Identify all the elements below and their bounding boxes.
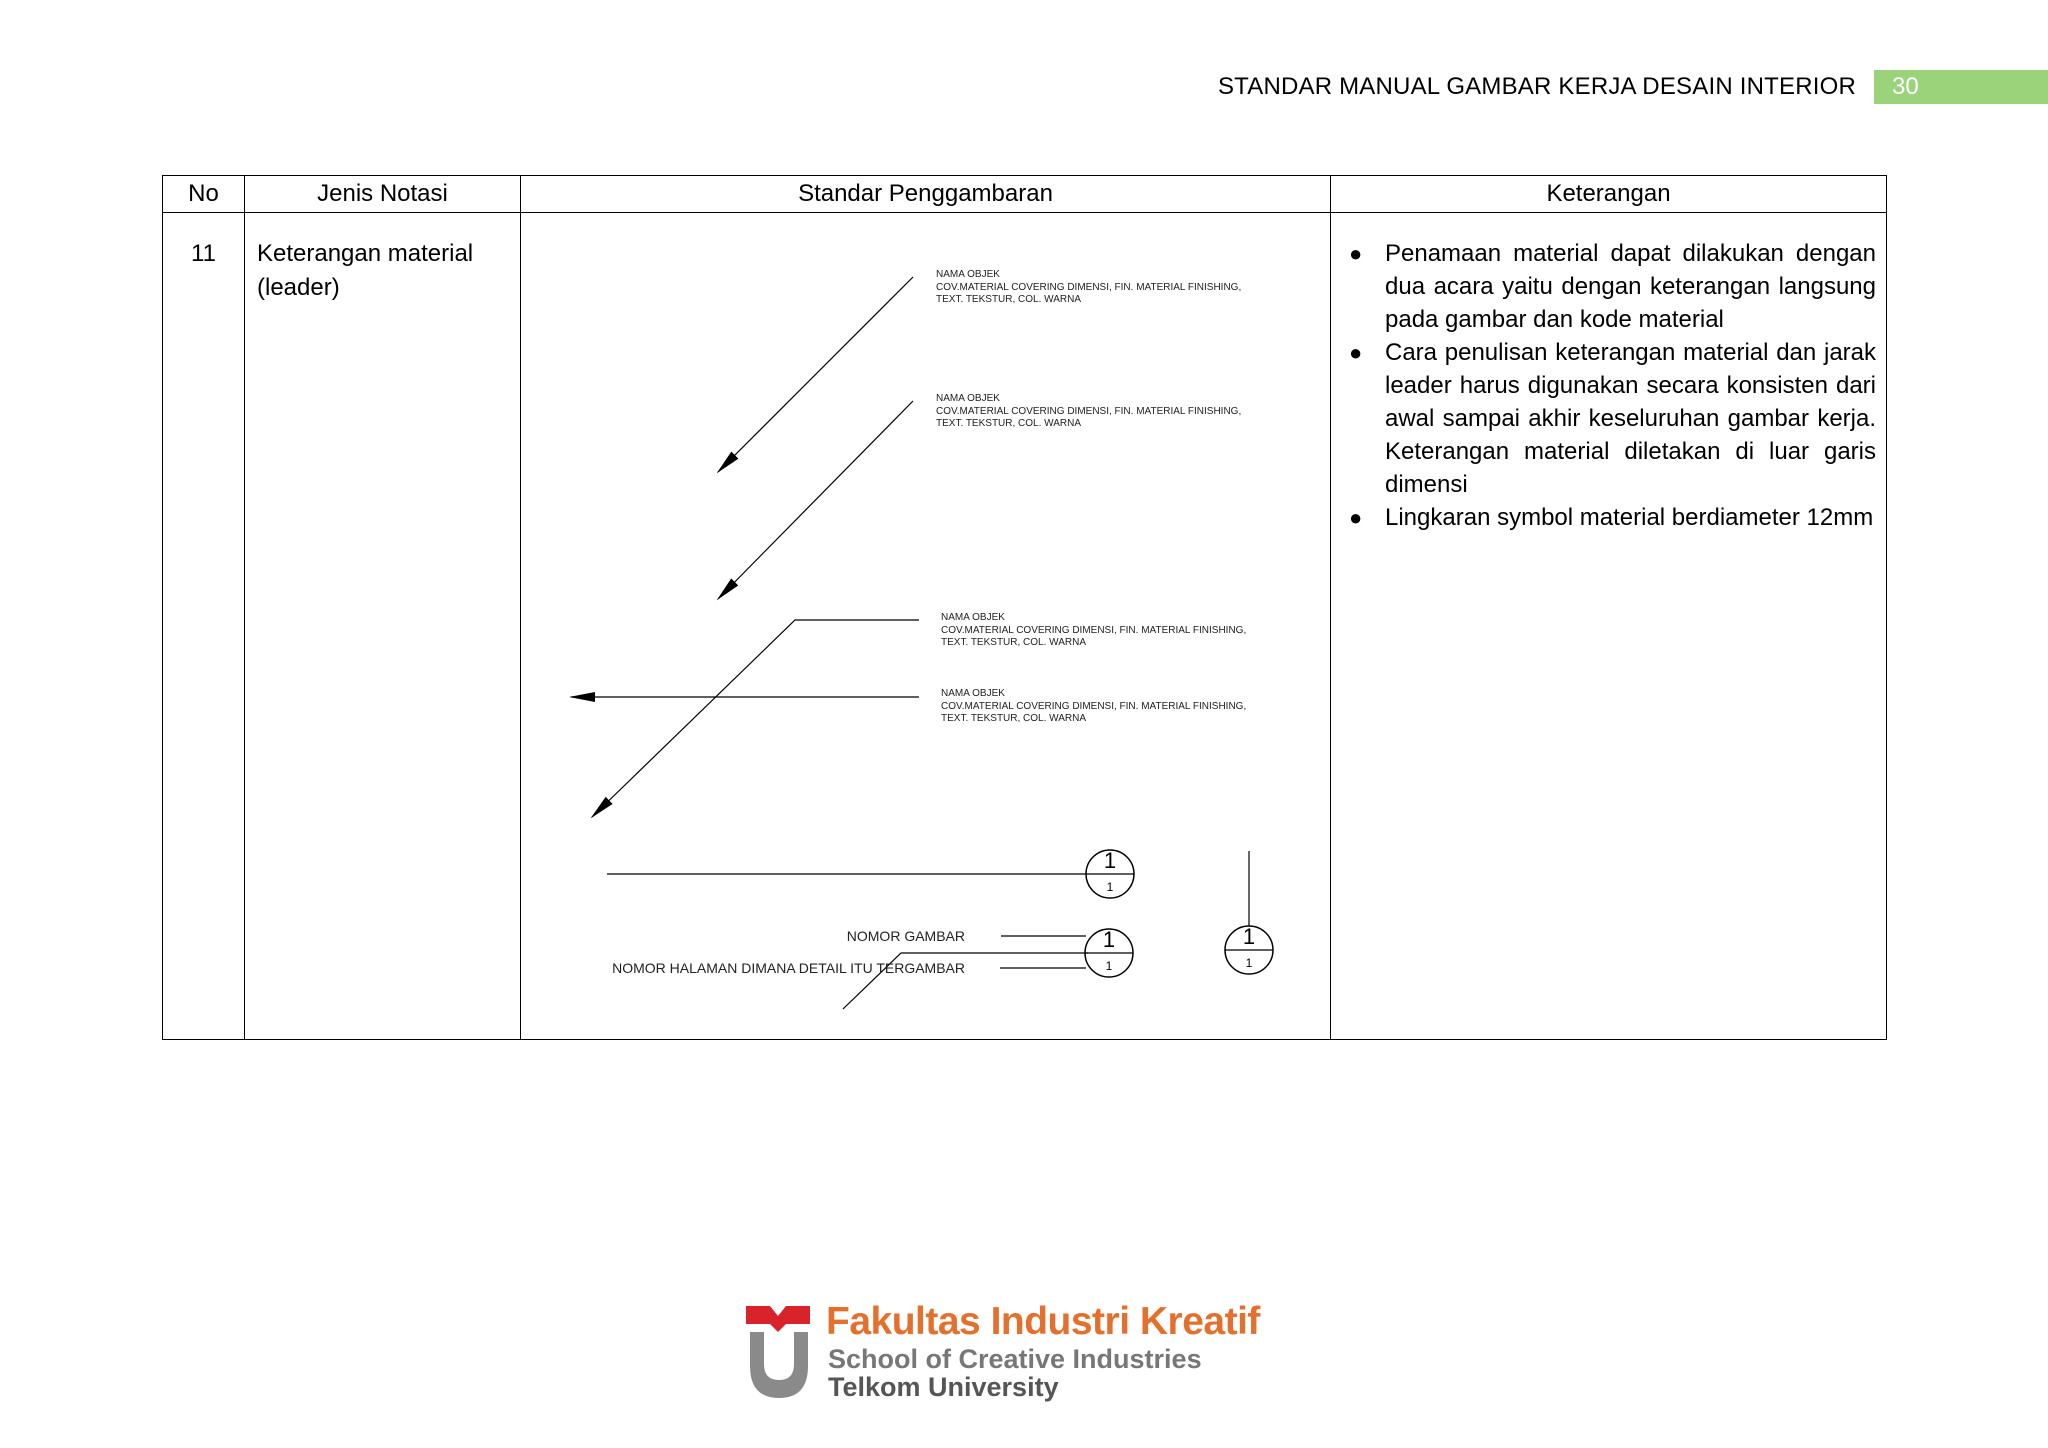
leader-notation-drawing <box>521 213 1331 1029</box>
symbol-3-top: 1 <box>1242 924 1256 949</box>
row-jenis-notasi: Keterangan material (leader) <box>245 213 521 1040</box>
label-4-line3: TEXT. TEKSTUR, COL. WARNA <box>941 713 1087 724</box>
faculty-logo <box>744 1302 1324 1402</box>
label-2-line1: NAMA OBJEK <box>936 393 1000 404</box>
leader-line-2 <box>718 401 913 599</box>
material-label-3 <box>941 612 1246 648</box>
label-4-line2: COV.MATERIAL COVERING DIMENSI, FIN. MATERIAL FINISHING, <box>941 701 1247 712</box>
header-standar-penggambaran: Standar Penggambaran <box>521 176 1331 213</box>
label-3-line3: TEXT. TEKSTUR, COL. WARNA <box>941 637 1087 648</box>
label-2-line3: TEXT. TEKSTUR, COL. WARNA <box>936 418 1082 429</box>
symbol-1-top: 1 <box>1103 848 1117 873</box>
material-label-1 <box>936 269 1241 305</box>
row-number: 11 <box>163 213 245 1040</box>
leader-line-1 <box>718 277 913 472</box>
faculty-name: Fakultas Industri Kreatif <box>826 1300 1260 1343</box>
leader-line-3 <box>592 620 919 817</box>
list-item <box>1341 501 1876 534</box>
label-1-line1: NAMA OBJEK <box>936 269 1000 280</box>
keterangan-item-2: Cara penulisan keterangan material dan jarak leader harus digunakan secara konsisten dari awal sampai akhir keseluruhan gambar kerja. Keterangan material diletakan di luar garis dimensi <box>1385 339 1876 498</box>
symbol-3-bottom: 1 <box>1245 956 1253 970</box>
symbol-2-bottom: 1 <box>1105 959 1113 973</box>
label-2-line2: COV.MATERIAL COVERING DIMENSI, FIN. MATERIAL FINISHING, <box>936 406 1242 417</box>
list-item <box>1341 237 1876 336</box>
symbol-1-bottom: 1 <box>1106 880 1114 894</box>
label-3-line2: COV.MATERIAL COVERING DIMENSI, FIN. MATERIAL FINISHING, <box>941 625 1247 636</box>
school-name: School of Creative Industries <box>828 1344 1202 1374</box>
keterangan-item-3: Lingkaran symbol material berdiameter 12mm <box>1385 504 1874 531</box>
material-symbol-1 <box>1086 848 1134 898</box>
document-title: STANDAR MANUAL GAMBAR KERJA DESAIN INTERIOR <box>1217 73 1856 100</box>
keterangan-list <box>1341 237 1876 534</box>
label-4-line1: NAMA OBJEK <box>941 688 1005 699</box>
material-label-4 <box>941 688 1246 724</box>
table-row <box>163 213 1887 1040</box>
row-drawing-cell <box>521 213 1331 1040</box>
header-no: No <box>163 176 245 213</box>
nomor-halaman-label: NOMOR HALAMAN DIMANA DETAIL ITU TERGAMBAR <box>612 960 965 976</box>
notation-table <box>162 175 1887 1040</box>
page-number-badge: 30 <box>1874 70 2048 104</box>
bullet-icon: ● <box>1349 340 1363 365</box>
material-symbol-2 <box>1085 927 1133 977</box>
list-item <box>1341 336 1876 501</box>
keterangan-item-1: Penamaan material dapat dilakukan dengan dua acara yaitu dengan keterangan langsung pada gambar dan kode material <box>1385 240 1876 333</box>
nomor-gambar-label: NOMOR GAMBAR <box>846 928 965 944</box>
material-symbol-3 <box>1225 924 1273 974</box>
telkom-logo-icon <box>744 1302 814 1402</box>
header-jenis-notasi: Jenis Notasi <box>245 176 521 213</box>
university-name: Telkom University <box>828 1372 1059 1402</box>
table-header-row <box>163 176 1887 213</box>
label-3-line1: NAMA OBJEK <box>941 612 1005 623</box>
symbol-2-top: 1 <box>1102 927 1116 952</box>
header-keterangan: Keterangan <box>1331 176 1887 213</box>
label-1-line3: TEXT. TEKSTUR, COL. WARNA <box>936 294 1082 305</box>
row-keterangan <box>1331 213 1887 1040</box>
bullet-icon: ● <box>1349 241 1363 266</box>
material-label-2 <box>936 393 1241 429</box>
bullet-icon: ● <box>1349 505 1363 530</box>
label-1-line2: COV.MATERIAL COVERING DIMENSI, FIN. MATERIAL FINISHING, <box>936 282 1242 293</box>
